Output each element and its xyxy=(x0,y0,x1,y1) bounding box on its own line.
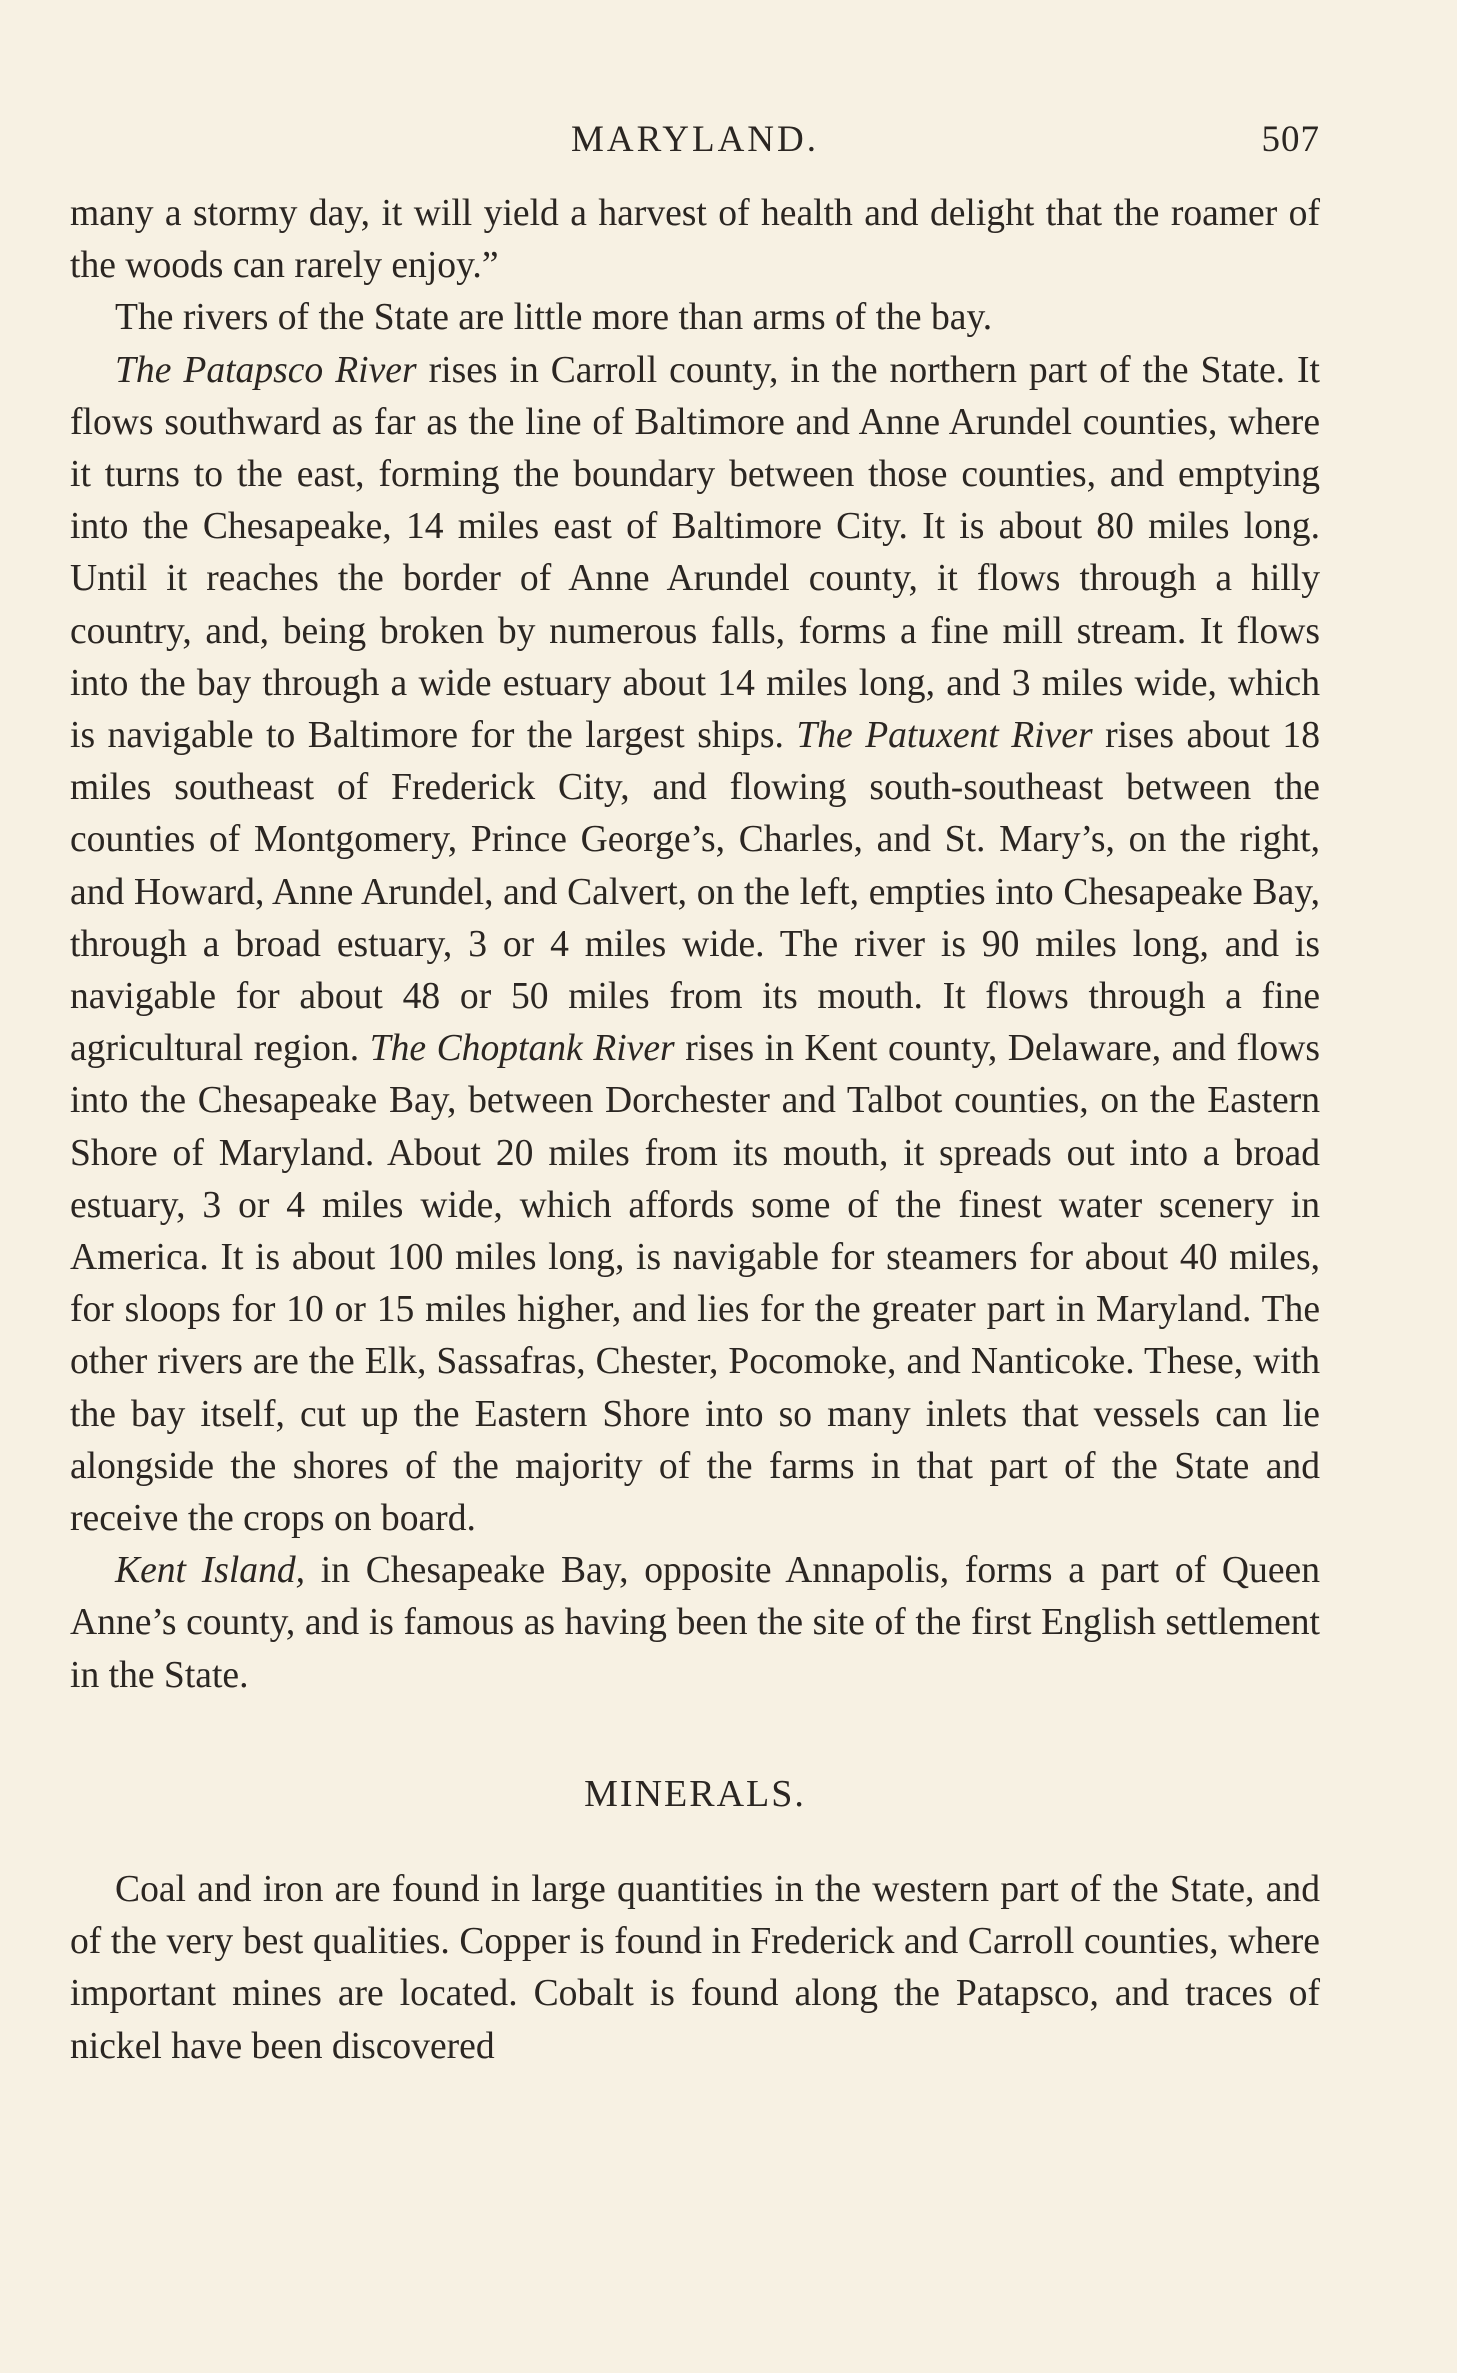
page-number: 507 xyxy=(1261,119,1320,160)
book-page xyxy=(70,112,1320,2332)
paragraph-continuation xyxy=(70,188,1320,292)
running-title: MARYLAND. xyxy=(571,119,819,160)
paragraph-kent-island xyxy=(70,1545,1320,1702)
text-run: rises in Carroll county, in the northern part of the State. It flows southward as far as the line of Baltimore and Anne Arundel counties, where it turns to the east, forming the boundary between those counties, and emptying into the Chesapeake, 14 miles east of Baltimore City. It is about 80 miles long. Until it reaches the border of Anne Arundel county, it flows through a hilly country, and, being broken by numerous falls, forms a fine mill stream. It flows into the bay through a wide estuary about 14 miles long, and 3 miles wide, which is navigable to Baltimore for the largest ships. xyxy=(70,349,1320,757)
text-run: rises in Kent county, Delaware, and flows into the Chesapeake Bay, between Dorchester and Talbot counties, on the Eastern Shore of Maryland. About 20 miles from its mouth, it spreads out into a broad estuary, 3 or 4 miles wide, which affords some of the finest water scenery in America. It is about 100 miles long, is navigable for steamers for about 40 miles, for sloops for 10 or 15 miles higher, and lies for the greater part in Maryland. The other rivers are the Elk, Sassafras, Chester, Pocomoke, and Nanticoke. These, with the bay itself, cut up the Eastern Shore into so many inlets that vessels can lie alongside the shores of the majority of the farms in that part of the State and receive the crops on board. xyxy=(70,1028,1320,1540)
paragraph-rivers-intro xyxy=(70,292,1320,344)
running-header xyxy=(70,112,1320,172)
paragraph-minerals xyxy=(70,1864,1320,2073)
river-name-patuxent: The Patuxent River xyxy=(796,715,1093,757)
text-run: in Chesapeake Bay, opposite Annapolis, forms a part of Queen Anne’s county, and is famous as having been the site of the first English settlement in the State. xyxy=(70,1550,1320,1696)
section-heading-minerals: MINERALS. xyxy=(584,1772,806,1815)
text-run: Coal and iron are found in large quantities in the western part of the State, and of the very best qualities. Copper is found in Frederick and Carroll counties, where important mines are located. Cobalt is found along the Patapsco, and traces of nickel have been discovered xyxy=(70,1868,1320,2067)
text-run: rises about 18 miles southeast of Frederick City, and flowing south-southeast between the counties of Montgomery, Prince George’s, Charles, and St. Mary’s, on the right, and Howard, Anne Arundel, and Calvert, on the left, empties into Chesapeake Bay, through a broad estuary, 3 or 4 miles wide. The river is 90 miles long, and is navigable for about 48 or 50 miles from its mouth. It flows through a fine agricultural region. xyxy=(70,715,1320,1070)
river-name-patapsco: The Patapsco River xyxy=(115,349,417,391)
text-run: The rivers of the State are little more than arms of the bay. xyxy=(115,297,993,339)
body-text xyxy=(70,188,1320,2073)
place-name-kent-island: Kent Island, xyxy=(115,1550,306,1592)
river-name-choptank: The Choptank River xyxy=(369,1028,675,1070)
text-run: many a stormy day, it will yield a harvest of health and delight that the roamer of the woods can rarely enjoy.” xyxy=(70,193,1320,287)
paragraph-rivers xyxy=(70,345,1320,1546)
